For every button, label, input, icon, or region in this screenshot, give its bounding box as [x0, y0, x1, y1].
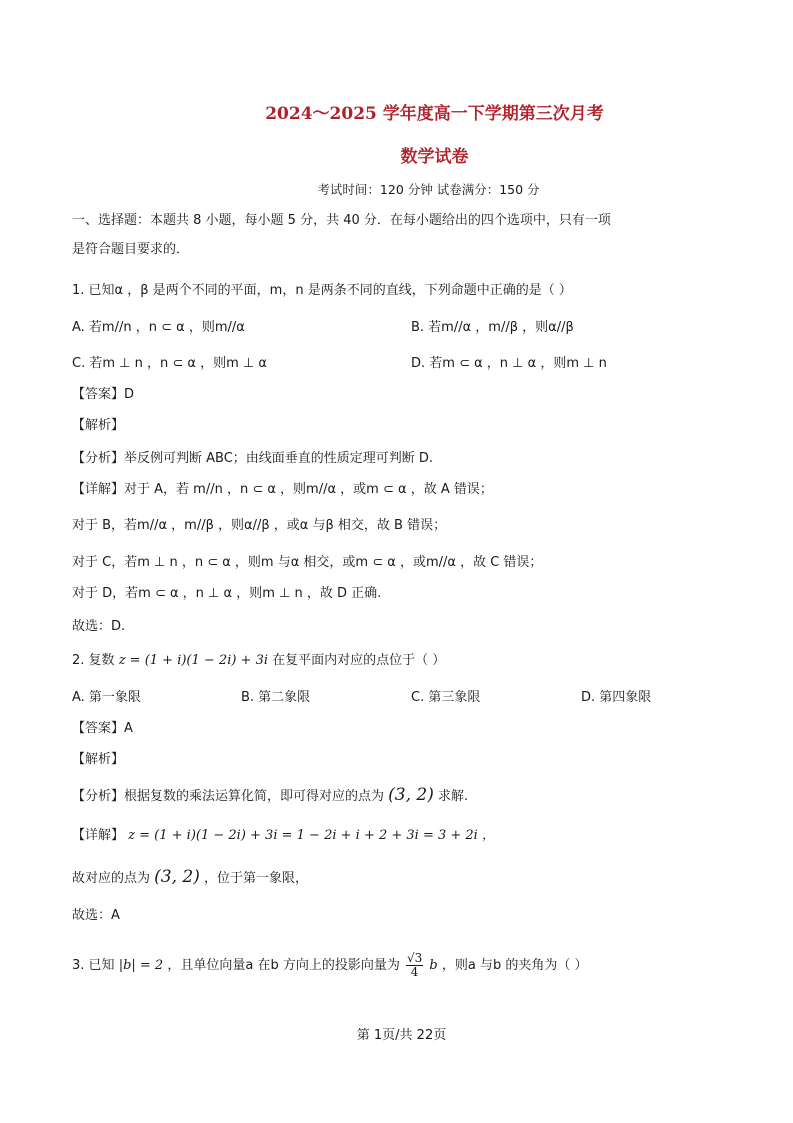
q2-conclusion-point: (3, 2) [154, 867, 200, 887]
q2-option-d: D. 第四象限 [581, 690, 652, 705]
q2-stem [72, 652, 445, 670]
q1-answer: 【答案】D [72, 387, 135, 402]
section-instructions-line2: 是符合题目要求的． [72, 242, 190, 257]
q2-option-a: A. 第一象限 [72, 690, 141, 705]
q3-stem-suffix: ，则a 与b 的夹角为（ ） [441, 958, 588, 973]
q2-option-c: C. 第三象限 [411, 690, 481, 705]
exam-subtitle: 数学试卷 [400, 147, 469, 167]
q3-stem-prefix: 3. 已知 [72, 958, 115, 973]
q3-fraction-numerator: √3 [406, 951, 423, 965]
q1-choose: 故选：D. [72, 619, 126, 634]
exam-info: 考试时间：120 分钟 试卷满分：150 分 [317, 182, 540, 197]
q2-conclusion-suffix: ，位于第一象限， [204, 871, 309, 886]
q2-detail-expression: z = (1 + i)(1 − 2i) + 3i = 1 − 2i + i + 2 + 3i = 3 + 2i ， [128, 828, 495, 843]
q1-stem: 1. 已知α ，β 是两个不同的平面，m，n 是两条不同的直线，下列命题中正确的是（ ） [72, 283, 572, 298]
q2-choose: 故选：A [72, 908, 120, 923]
q2-conclusion [72, 868, 308, 888]
section-instructions-line1: 一、选择题：本题共 8 小题，每小题 5 分，共 40 分．在每小题给出的四个选项中，只有一项 [72, 213, 611, 228]
q1-option-b: B. 若m//α ，m//β ，则α//β [411, 320, 574, 335]
q1-option-a: A. 若m//n ，n ⊂ α ，则m//α [72, 320, 245, 335]
q2-answer: 【答案】A [72, 721, 133, 736]
q1-option-c: C. 若m ⊥ n ，n ⊂ α ，则m ⊥ α [72, 356, 267, 371]
q2-analysis-label: 【解析】 [72, 752, 125, 767]
q2-analysis-suffix: 求解. [438, 789, 469, 804]
q2-conclusion-prefix: 故对应的点为 [72, 871, 151, 886]
q2-option-b: B. 第二象限 [241, 690, 311, 705]
q2-analysis-point: (3, 2) [388, 785, 434, 805]
q2-detail-prefix: 【详解】 [72, 828, 125, 843]
q3-stem-middle: ，且单位向量a 在b 方向上的投影向量为 [167, 958, 400, 973]
q3-stem-magnitude: |b| = 2 [118, 958, 164, 973]
q1-option-d: D. 若m ⊂ α ，n ⊥ α ，则m ⊥ n [411, 356, 607, 371]
q1-detail-2: 对于 B，若m//α ，m//β ，则α//β ，或α 与β 相交，故 B 错误； [72, 518, 447, 533]
q3-projection-fraction [406, 952, 423, 979]
q3-stem [72, 952, 587, 979]
q1-detail-1: 【详解】对于 A，若 m//n ，n ⊂ α ，则m//α ，或m ⊂ α ，故 A 错误； [72, 482, 493, 497]
q1-detail-3: 对于 C，若m ⊥ n ，n ⊂ α ，则m 与α 相交，或m ⊂ α ，或m//α ，故 C 错误； [72, 555, 543, 570]
q2-analysis [72, 786, 468, 806]
q3-fraction-denominator: 4 [410, 965, 419, 979]
q3-vector-b: b [429, 958, 438, 973]
q1-analysis: 【分析】举反例可判断 ABC；由线面垂直的性质定理可判断 D. [72, 451, 434, 466]
q1-detail-4: 对于 D，若m ⊂ α ，n ⊥ α ，则m ⊥ n ，故 D 正确. [72, 586, 382, 601]
q1-analysis-label: 【解析】 [72, 418, 125, 433]
page-number-footer: 第 1页/共 22页 [356, 1028, 447, 1043]
q2-stem-suffix: 在复平面内对应的点位于（ ） [272, 653, 446, 668]
q2-detail [72, 827, 495, 845]
q2-stem-expression: z = (1 + i)(1 − 2i) + 3i [118, 653, 269, 668]
exam-title: 2024～2025 学年度高一下学期第三次月考 [265, 104, 604, 124]
q2-stem-prefix: 2. 复数 [72, 653, 115, 668]
q2-analysis-prefix: 【分析】根据复数的乘法运算化简，即可得对应的点为 [72, 789, 385, 804]
